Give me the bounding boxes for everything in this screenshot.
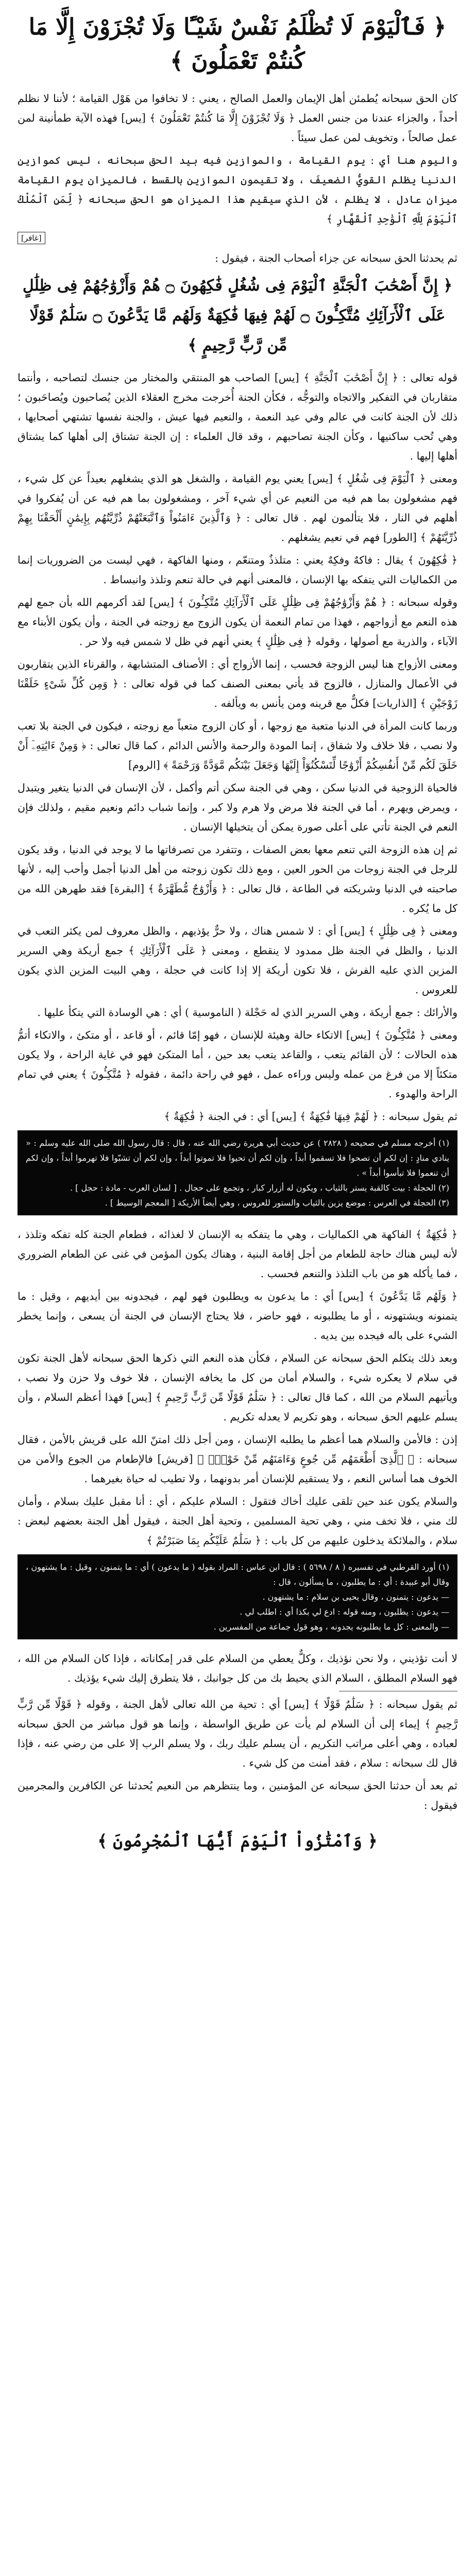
paragraph-13: والأرائك : جمع أريكة ، وهي السرير الذي له حَجْلة ( الناموسية ) أي : هي الوسادة التي يتكأ عليها . <box>37 1006 457 1019</box>
paragraph-22: ثم يقول سبحانه : ﴿ سَلَٰمٌ قَوْلًا ﴾ [يس] أي : تحية من الله تعالى لأهل الجنة ، وقوله ﴿ قَوْلًا مِّن رَّبٍّ رَّحِيمٍ ﴾ إيماء إلى أن السلام لم يأت عن طريق الواسطة ، وإنما هو قول مباشر من الحق سبحانه لعباده ، وهي أعلى مراتب التكريم ، أن يسلم عليك ربك ، ولا يسلم الرب إلا على من رضي عنه ، فإذا قال لك سبحانه : سلام ، فقد أمنت من كل شيء . <box>18 1698 457 1769</box>
footnote-2: (٢) الحجلة : بيت كالقبة يستر بالثياب ، ويكون له أزرار كبار ، وتجمع على حجال . [ لسان العرب - مادة : حجل ] . <box>70 1183 449 1193</box>
footnotes-block-2 <box>18 1554 457 1639</box>
footnotes-block-1 <box>18 1130 457 1215</box>
paragraph-10: فالحياة الزوجية في الدنيا سكن ، وهي في الجنة سكن أتم وأكمل ، لأن الإنسان في الدنيا يتغير ويتبدل ، ويمرض ويهرم ، أما في الجنة فلا مرض ولا هرم ولا كبر ، وإنما شباب دائم ونعيم مقيم ، ولذلك فإن النعم في الجنة تأتي على أعلى صورة يمكن أن يتخيلها الإنسان . <box>18 782 457 833</box>
paragraph-16: ﴿ فَٰكِهَةٌ ﴾ الفاكهة هي الكماليات ، وهي ما يتفكه به الإنسان لا لغذائه ، فطعام الجنة كله تفكه وتلذذ ، لأنه ليس هناك حاجة للطعام من أجل إقامة البنية ، وهناك يكون المؤمن في غنى عن الطعام الضروري ، فما يأكله هو من باب التلذذ والتنعم فحسب . <box>18 1228 457 1280</box>
footnote-2-1: (١) أورد القرطبي في تفسيره ( ٨ / ٥٦٩٨ ) : قال ابن عباس : المراد بقوله ( ما يدعون ) أي : ما يتمنون ، وقيل : ما يشتهون ، وقال أبو عبيدة : أي : ما يطلبون ، ما يسألون ، قال : <box>26 1562 450 1587</box>
paragraph-15: ثم يقول سبحانه : ﴿ لَهُمْ فِيهَا فَٰكِهَةٌ ﴾ [يس] أي : في الجنة ﴿ فَٰكِهَةٌ ﴾ <box>164 1110 457 1123</box>
footnote-2-4: — والمعنى : كل ما يطلبونه يجدونه ، وهو قول جماعة من المفسرين . <box>213 1622 449 1632</box>
paragraph-14: ومعنى ﴿ مُتَّكِـُٔونَ ﴾ [يس] الاتكاء حالة وهيئة للإنسان ، فهو إمّا قائم ، أو قاعد ، أو متكئ ، والاتكاء أتمُّ هذه الحالات ؛ لأن القائم يتعب ، والقاعد يتعب بعد حين ، أما المتكئ فهو في غاية الراحة ، ولا يكون متكئاً إلا من فرغ من عمله وليس وراءه عمل ، فهو في راحة دائمة ، فقوله ﴿ مُتَّكِـُٔونَ ﴾ يعني في تمام الراحة والهدوء . <box>18 1029 457 1100</box>
paragraph-20: والسلام يكون عند حين تلقى عليك أخاك فتقول : السلام عليكم ، أي : أنا مقبل عليك بسلام ، وأمان لك مني ، فلا تخف مني ، وهي تحية المسلمين ، وتحية أهل الجنة ، فيقول أهل الجنة بعضهم لبعض : سلام ، والملائكة يدخلون عليهم من كل باب : ﴿ سَلَٰمٌ عَلَيْكُم بِمَا صَبَرْتُمْ ﴾ <box>18 1495 457 1547</box>
paragraph-19: إذن : فالأمن والسلام هما أعظم ما يطلبه الإنسان ، ومن أجل ذلك امتنّ الله على قريش بالأمن ، فقال سبحانه : ﴿ ٱلَّذِىٓ أَطْعَمَهُم مِّن جُوعٍ وَءَامَنَهُم مِّنْ خَوْفٍۭ ﴾ [قريش] فالإطعام من الجوع والأمن من الخوف هما أساس النعم ، ولا يستقيم للإنسان أمر بدونهما ، ولا تطيب له حياة بغيرهما . <box>18 1433 457 1485</box>
paragraph-12: ومعنى ﴿ فِى ظِلَٰلٍ ﴾ [يس] أي : لا شمس هناك ، ولا حرٌّ يؤذيهم ، والظل معروف لمن يكثر التعب في الدنيا ، والظل في الجنة ظل ممدود لا ينقطع ، ومعنى ﴿ عَلَى ٱلْأَرَآئِكِ ﴾ جمع أريكة وهي السرير المزين الذي عليه الفرش ، فلا تكون أريكة إلا إذا كانت في حجلة ، وهي البيت المزين الذي يكون للعروس . <box>18 925 457 996</box>
jannah-verses: ﴿ إِنَّ أَصْحَٰبَ ٱلْجَنَّةِ ٱلْيَوْمَ فِى شُغُلٍ فَٰكِهُونَ ۝ هُمْ وَأَزْوَٰجُهُمْ فِى ظِلَٰلٍ عَلَى ٱلْأَرَآئِكِ مُتَّكِـُٔونَ ۝ لَهُمْ فِيهَا فَٰكِهَةٌ وَلَهُم مَّا يَدَّعُونَ ۝ سَلَٰمٌ قَوْلًا مِّن رَّبٍّ رَّحِيمٍ ﴾ <box>22 277 453 354</box>
footnote-2-3: — يدعون : يطلبون ، ومنه قوله : ادع لي بكذا أي : اطلب لي . <box>240 1607 449 1617</box>
paragraph-21: لا أنت تؤذيني ، ولا نحن نؤذيك ، وكلٌّ يعطي من السلام على قدر إمكاناته ، فإذا كان السلام من الله ، فهو السلام المطلق ، السلام الذي يحيط بك من كل جوانبك ، فلا يتطرق إليك شيء يؤذيك . <box>18 1652 457 1684</box>
paragraph-1: كان الحق سبحانه يُطمئن أهل الإيمان والعمل الصالح ، يعني : لا تخافوا من هَوْل القيامة ؛ لأننا لا نظلم أحداً ، والجزاء عندنا من جنس العمل ﴿ وَلَا تُجْزَوْنَ إِلَّا مَا كُنتُمْ تَعْمَلُونَ ﴾ [يس] فهذه الآية طمأنينة لمن عمل صالحاً ، وتخويف لمن عمل سيئاً . <box>18 92 457 144</box>
footnote-1: (١) أخرجه مسلم في صحيحه ( ٢٨٢٨ ) عن حديث أبي هريرة رضي الله عنه ، قال : قال رسول الله صلى الله عليه وسلم : « ينادي منادٍ : إن لكم أن تصحوا فلا تسقموا أبداً ، وإن لكم أن تحيوا فلا تموتوا أبداً ، وإن لكم أن تشبّوا فلا تهرموا أبداً ، وإن لكم أن تنعموا فلا تبأسوا أبداً » . <box>26 1138 450 1178</box>
surah-ref-ghafir: [غافر] <box>18 232 45 244</box>
paragraph-23: ثم بعد أن حدثنا الحق سبحانه عن المؤمنين ، وما ينتظرهم من النعيم يُحدثنا عن الكافرين والمجرمين فيقول : <box>18 1780 457 1811</box>
paragraph-18: وبعد ذلك يتكلم الحق سبحانه عن السلام ، فكأن هذه النعم التي ذكرها الحق سبحانه لأهل الجنة تكون في سلام لا يعكره شيء ، والسلام أمان من كل ما يخافه الإنسان ، فلا خوف ولا حزن ولا نصب ، ويأتيهم السلام من الله ، كما قال تعالى : ﴿ سَلَٰمٌ قَوْلًا مِّن رَّبٍّ رَّحِيمٍ ﴾ [يس] فهذا أعظم السلام ، وأن يسلم عليهم الحق سبحانه ، وهو تكريم لا يعدله تكريم . <box>18 1352 457 1423</box>
paragraph-4: قوله تعالى : ﴿ إِنَّ أَصْحَٰبَ ٱلْجَنَّةِ ﴾ [يس] الصاحب هو المنتقي والمختار من جنسك لتصاحبه ، وأنتما متقاربان في التفكير والاتجاه والتوجُّه ، فكأن الجنة أُخرجت مخرج العقلاء الذين يُصاحبون ويُصاحَبون ؛ ذلك لأن الجنة كانت في عالم وفي عيد النعمة ، والنعيم فيها عيش ، والجنة نفسها تشتهي أصحابها ، وهي تُحب ساكنيها ، وكأن الجنة تصاحبهم ، وقد قال العلماء : إن الجنة تشتاق إلى أهلها كما يشتاق أهلها إليها . <box>18 371 457 462</box>
closing-verse: ﴿ وَٱمْتَٰزُواْ ٱلْيَوْمَ أَيُّهَا ٱلْمُجْرِمُونَ ﴾ <box>97 1831 378 1851</box>
opening-verse: ﴿ فَٱلْيَوْمَ لَا تُظْلَمُ نَفْسٌ شَيْـًٔا وَلَا تُجْزَوْنَ إِلَّا مَا كُنتُمْ تَعْمَلُونَ ﴾ <box>28 14 447 74</box>
paragraph-11: ثم إن هذه الزوجة التي تنعم معها بعض الصفات ، وتتفرد من تصرفاتها ما لا يوجد في الدنيا ، وقد يكون للرجل في الجنة زوجات من الحور العين ، ومع ذلك تكون زوجته من أهل الدنيا أجمل وأحب إليه ، لأنها صاحبته في الدنيا وشريكته في الطاعة ، قال تعالى : ﴿ وَأَزْوَٰجٌ مُّطَهَّرَةٌ ﴾ [البقرة] فقد طهرهن الله من كل ما يُكره . <box>18 843 457 914</box>
footnote-3: (٣) الحجلة في العرس : موضع يزين بالثياب والستور للعروس ، وهي أيضاً الأريكة [ المعجم الوسيط ] . <box>105 1198 449 1208</box>
paragraph-9: وربما كانت المرأة في الدنيا متعبة مع زوجها ، أو كان الزوج متعباً مع زوجته ، فيكون في الجنة بلا تعب ولا نصب ، فلا خلاف ولا شقاق ، إنما المودة والرحمة والأنس الدائم ، كما قال تعالى : ﴿ وَمِنْ ءَايَٰتِهِۦٓ أَنْ خَلَقَ لَكُم مِّنْ أَنفُسِكُمْ أَزْوَٰجًا لِّتَسْكُنُوٓاْ إِلَيْهَا وَجَعَلَ بَيْنَكُم مَّوَدَّةً وَرَحْمَةً ﴾ [الروم] <box>18 720 457 771</box>
paragraph-8: ومعنى الأزواج هنا ليس الزوجة فحسب ، إنما الأزواج أي : الأصناف المتشابهة ، والقرناء الذين يتقاربون في الأعمال والمنازل ، فالزوج قد يأتي بمعنى الصنف كما في قوله تعالى : ﴿ وَمِن كُلِّ شَىْءٍ خَلَقْنَا زَوْجَيْنِ ﴾ [الذاريات] فكلٌّ مع قرينه ومن يأنس به ويألفه . <box>18 658 457 709</box>
paragraph-7: وقوله سبحانه : ﴿ هُمْ وَأَزْوَٰجُهُمْ فِى ظِلَٰلٍ عَلَى ٱلْأَرَآئِكِ مُتَّكِـُٔونَ ﴾ [يس] لقد أكرمهم الله بأن جمع لهم هذه النعم مع أزواجهم ، فهذا من تمام النعمة أن يكون الزوج مع زوجته في الجنة ، وأن يكون الأبناء مع الآباء ، والذرية مع أصولها ، وقوله ﴿ فِى ظِلَٰلٍ ﴾ يعني أنهم في ظل لا شمس فيه ولا حر . <box>18 596 457 648</box>
paragraph-2: واليوم هنا أي : يوم القيامة ، والموازين فيه بيد الحق سبحانه ، ليس كموازين الدنيا يظلم القويُّ الضعيفَ ، ولا تقيمون الموازين بالقسط ، فالميزان يوم القيامة ميزان عادل ، لا يظلم ، لأن الذي سيقيم هذا الميزان هو الحق سبحانه ﴿ لِّمَنِ ٱلْمُلْكُ ٱلْيَوْمَ لِلَّهِ ٱلْوَٰحِدِ ٱلْقَهَّارِ ﴾ <box>18 154 457 225</box>
footnote-2-2: — يدعون : يتمنون ، وقال يحيى بن سلام : ما يشتهون . <box>262 1592 449 1602</box>
paragraph-17: ﴿ وَلَهُم مَّا يَدَّعُونَ ﴾ [يس] أي : ما يدعون به ويطلبون فهو لهم ، فيجدونه بين أيديهم ، وقيل : ما يتمنونه ويشتهونه ، أو ما يطلبونه ، فهو حاضر ، فلا يحتاج الإنسان في الجنة أن يسعى ، وإنما يخطر الشيء على باله فيجده بين يديه . <box>18 1290 457 1342</box>
paragraph-6: ﴿ فَٰكِهُونَ ﴾ يقال : فاكهٌ وفكِهٌ يعني : متلذذٌ ومتنعّم ، ومنها الفاكهة ، فهي ليست من الضروريات إنما من الكماليات التي يتفكه بها الإنسان ، فالمعنى أنهم في حالة تنعم وتلذذ وانبساط . <box>18 554 457 586</box>
paragraph-5: ومعنى ﴿ ٱلْيَوْمَ فِى شُغُلٍ ﴾ [يس] يعني يوم القيامة ، والشغل هو الذي يشغلهم بعيداً عن كل شيء ، فهم مشغولون بما هم فيه من النعيم عن أي شيء آخر ، ومشغولون بما هم فيه عن أن يُفكروا في أهلهم في النار ، فلا يتألمون لهم . قال تعالى : ﴿ وَٱلَّذِينَ ءَامَنُواْ وَٱتَّبَعَتْهُمْ ذُرِّيَّتُهُم بِإِيمَٰنٍ أَلْحَقْنَا بِهِمْ ذُرِّيَّتَهُمْ ﴾ [الطور] فهم في نعيم يشغلهم . <box>18 472 457 544</box>
paragraph-3: ثم يحدثنا الحق سبحانه عن جزاء أصحاب الجنة ، فيقول : <box>215 252 457 264</box>
surah-ref-ghafir-line <box>18 232 457 244</box>
